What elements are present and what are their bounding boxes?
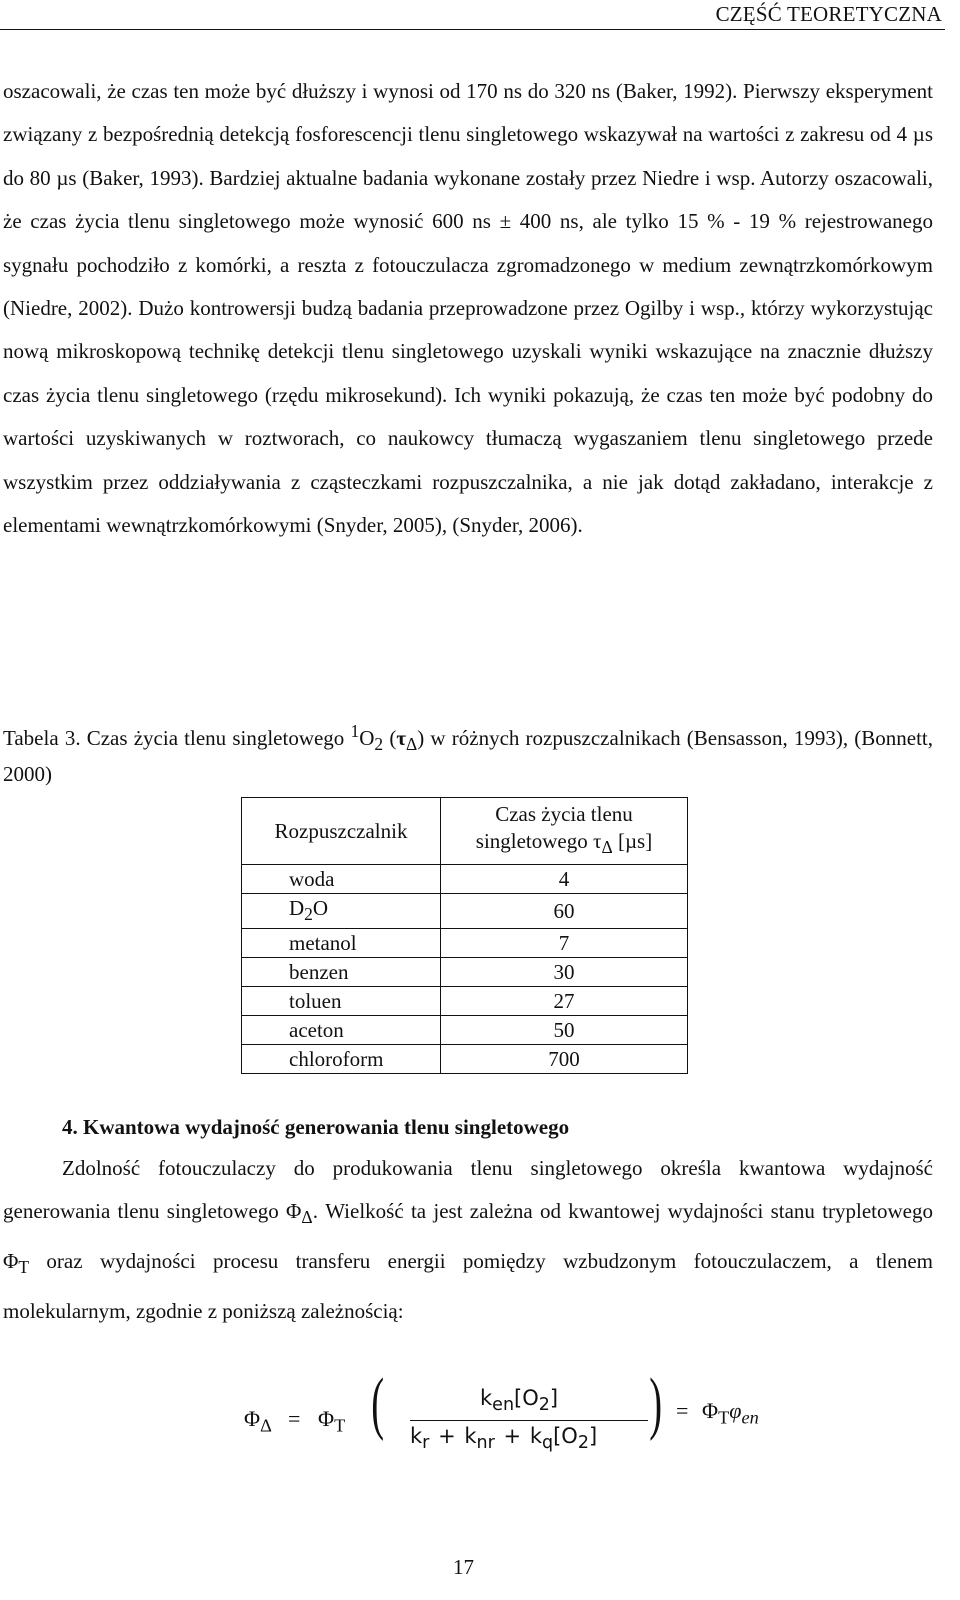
- eq-den-o2-close: ]: [588, 1424, 598, 1448]
- eq-lhs-sub: Δ: [260, 1415, 272, 1436]
- quantum-yield-equation: [244, 1365, 759, 1460]
- running-header: CZĘŚĆ TEORETYCZNA: [715, 2, 942, 26]
- row-solvent: metanol: [242, 929, 441, 958]
- row-value: 60: [441, 894, 688, 929]
- row-solvent: toluen: [242, 987, 441, 1016]
- header-lifetime: [441, 798, 688, 865]
- eq-den-o2-sub: 2: [577, 1433, 589, 1454]
- body-paragraph: oszacowali, że czas ten może być dłuższy i wynosi od 170 ns do 320 ns (Baker, 1992). Pierwszy eksperyment związany z bezpośrednią detekcją fosforescencji tlenu singletowego wskazywał na wartości z zakresu od 4 µs do 80 µs (Baker, 1993). Bardziej aktualne badania wykonane zostały przez Niedre i wsp. Autorzy oszacowali, że czas życia tlenu singletowego może wynosić 600 ns ± 400 ns, ale tylko 15 % - 19 % rejestrowanego sygnału pochodziło z komórki, a reszta z fotouczulacza zgromadzonego w medium zewnątrzkomórkowym (Niedre, 2002). Dużo kontrowersji budzą badania przeprowadzone przez Ogilby i wsp., którzy wykorzystując nową mikroskopową technikę detekcji tlenu singletowego uzyskali wyniki wskazujące na znacznie dłuższy czas życia tlenu singletowego (rzędu mikrosekund). Ich wyniki pokazują, że czas ten może być podobny do wartości uzyskiwanych w roztworach, co naukowcy tłumaczą wygaszaniem tlenu singletowego przede wszystkim przez oddziaływania z cząsteczkami rozpuszczalnika, a nie jak dotąd zakładano, interakcje z elementami wewnątrzkomórkowymi (Snyder, 2005), (Snyder, 2006).: [3, 79, 933, 538]
- eq-den-kr-sub: r: [422, 1433, 430, 1454]
- caption-sup: 1: [350, 721, 360, 741]
- eq-den-kq: k: [529, 1424, 542, 1448]
- eq-close-paren: ): [649, 1365, 663, 1442]
- row-value: 7: [441, 929, 688, 958]
- eq-num-o2: [O: [514, 1386, 539, 1410]
- row-solvent: benzen: [242, 958, 441, 987]
- header-solvent: Rozpuszczalnik: [242, 798, 441, 865]
- section-heading: 4. Kwantowa wydajność generowania tlenu singletowego: [62, 1115, 570, 1139]
- header-lifetime-line1: Czas życia tlenu: [495, 801, 633, 826]
- eq-rhs-phi-sub: T: [718, 1407, 730, 1428]
- eq-numerator: [480, 1386, 558, 1415]
- eq-phi-t-sub: T: [334, 1415, 346, 1436]
- row-solvent-d: D: [289, 896, 305, 920]
- section-text-c: oraz wydajności procesu transferu energii pomiędzy wzbudzonym fotouczulaczem, a tlenem molekularnym, zgodnie z poniższą zależnością:: [3, 1249, 933, 1323]
- caption-o: O: [359, 726, 375, 750]
- eq-phi-t: [318, 1406, 345, 1436]
- caption-open: (: [383, 726, 397, 750]
- header-rule: [0, 29, 945, 30]
- row-solvent-o: O: [312, 896, 329, 920]
- eq-rhs: [702, 1398, 759, 1428]
- header-lifetime-line2: singletowego τ: [475, 828, 602, 853]
- section-text-b-sub: T: [18, 1257, 30, 1278]
- table-row: [242, 865, 688, 894]
- row-value: 50: [441, 1016, 688, 1045]
- row-solvent: [242, 894, 441, 929]
- eq-open-paren: (: [371, 1365, 385, 1442]
- section-text-b: . Wielkość ta jest zależna od kwantowej wydajności stanu trypletowego Φ: [3, 1199, 934, 1273]
- eq-num-o2-sub: 2: [538, 1395, 550, 1416]
- eq-den-kr: k: [410, 1424, 423, 1448]
- row-solvent: aceton: [242, 1016, 441, 1045]
- eq-rhs-phi-en-sub: [741, 1407, 758, 1427]
- eq-num-k-sub: en: [492, 1395, 515, 1416]
- row-value: 700: [441, 1045, 688, 1074]
- caption-end: ) w różnych rozpuszczalnikach (Bensasson, 1993), (Bonnett, 2000): [3, 726, 934, 787]
- eq-rhs-phi-en-sub-text: en: [741, 1407, 759, 1428]
- table-row: [242, 987, 688, 1016]
- eq-equals-1: =: [288, 1406, 301, 1431]
- row-value: 27: [441, 987, 688, 1016]
- header-lifetime-sub: Δ: [601, 837, 613, 858]
- eq-den-o2: [O: [553, 1424, 578, 1448]
- page-number: 17: [453, 1555, 474, 1579]
- section-text: [3, 1147, 933, 1333]
- eq-lhs: [244, 1406, 272, 1436]
- table-row: [242, 1045, 688, 1074]
- eq-rhs-phi: Φ: [702, 1398, 719, 1423]
- caption-tau-sub: Δ: [406, 734, 418, 755]
- eq-den-knr: k: [464, 1424, 477, 1448]
- eq-den-plus-2: +: [503, 1424, 522, 1448]
- solvent-lifetime-table: [241, 797, 688, 1074]
- row-solvent-sub: 2: [304, 904, 313, 925]
- table-row: [242, 929, 688, 958]
- eq-num-k: k: [480, 1386, 493, 1410]
- eq-den-plus-1: +: [438, 1424, 456, 1448]
- eq-den-kq-sub: q: [541, 1433, 554, 1454]
- eq-equals-2: =: [676, 1398, 689, 1423]
- eq-fraction-line: [410, 1420, 648, 1421]
- eq-num-o2-close: ]: [549, 1386, 559, 1410]
- eq-denominator: [410, 1424, 597, 1453]
- table-row: [242, 894, 688, 929]
- row-value: 4: [441, 865, 688, 894]
- row-value: 30: [441, 958, 688, 987]
- caption-o-sub: 2: [374, 734, 384, 755]
- table-header-row: [242, 798, 688, 865]
- caption-tau: τ: [396, 726, 406, 750]
- table-caption: [3, 716, 933, 789]
- table-row: [242, 1016, 688, 1045]
- row-solvent: woda: [242, 865, 441, 894]
- caption-start: Tabela 3. Czas życia tlenu singletowego: [3, 726, 351, 750]
- eq-lhs-symbol: Φ: [244, 1406, 261, 1431]
- section-text-a: Zdolność fotouczulaczy do produkowania tlenu singletowego określa kwantowa wydajność generowania tlenu singletowego Φ: [3, 1156, 933, 1224]
- table-row: [242, 958, 688, 987]
- eq-den-knr-sub: nr: [476, 1433, 495, 1454]
- body-text: [3, 70, 933, 547]
- section-text-a-sub: Δ: [301, 1207, 313, 1228]
- header-lifetime-unit: [µs]: [612, 828, 653, 853]
- row-solvent: chloroform: [242, 1045, 441, 1074]
- eq-rhs-phi-en: φ: [729, 1398, 742, 1423]
- eq-phi-t-symbol: Φ: [318, 1406, 335, 1431]
